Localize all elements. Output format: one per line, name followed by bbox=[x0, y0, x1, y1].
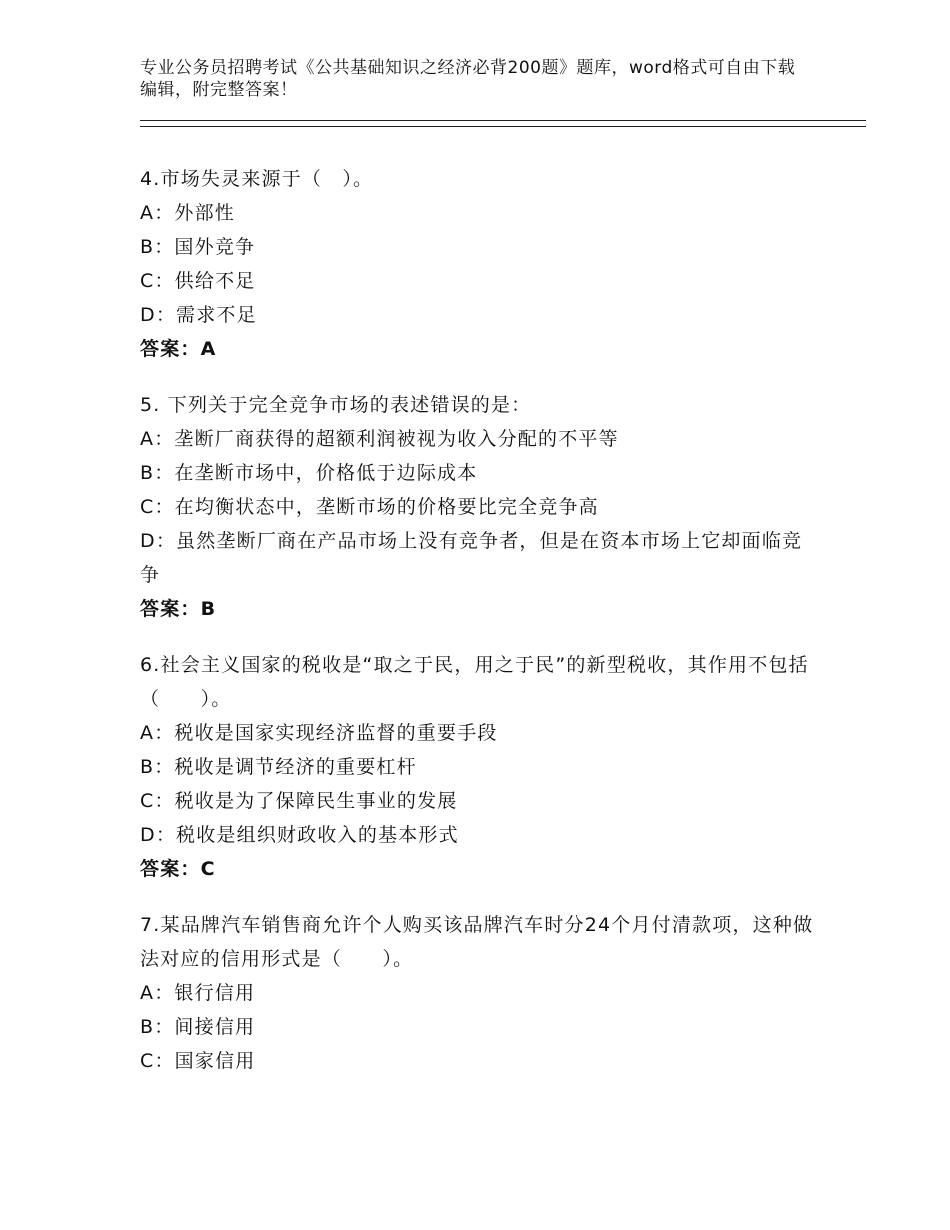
question-list bbox=[140, 162, 820, 1100]
option-a: A：税收是国家实现经济监督的重要手段 bbox=[140, 722, 498, 744]
option-b: B：间接信用 bbox=[140, 1016, 256, 1038]
answer: 答案：B bbox=[140, 598, 217, 620]
option-b: B：国外竞争 bbox=[140, 236, 256, 258]
answer: 答案：C bbox=[140, 858, 216, 880]
header-divider bbox=[140, 120, 866, 127]
option-c: C：在均衡状态中，垄断市场的价格要比完全竞争高 bbox=[140, 496, 599, 518]
question-stem: 7.某品牌汽车销售商允许个人购买该品牌汽车时分24个月付清款项，这种做法对应的信用形式是（ ）。 bbox=[140, 914, 814, 970]
option-a: A：银行信用 bbox=[140, 982, 256, 1004]
question-5 bbox=[140, 388, 820, 626]
option-c: C：税收是为了保障民生事业的发展 bbox=[140, 790, 458, 812]
option-a: A：外部性 bbox=[140, 202, 235, 224]
option-c: C：供给不足 bbox=[140, 270, 256, 292]
option-b: B：在垄断市场中，价格低于边际成本 bbox=[140, 462, 478, 484]
document-header: 专业公务员招聘考试《公共基础知识之经济必背200题》题库，word格式可自由下载编辑，附完整答案！ bbox=[140, 58, 796, 100]
option-a: A：垄断厂商获得的超额利润被视为收入分配的不平等 bbox=[140, 428, 619, 450]
option-b: B：税收是调节经济的重要杠杆 bbox=[140, 756, 417, 778]
option-d: D：需求不足 bbox=[140, 304, 257, 326]
question-6 bbox=[140, 648, 820, 886]
option-d: D：虽然垄断厂商在产品市场上没有竞争者，但是在资本市场上它却面临竞争 bbox=[140, 530, 803, 586]
question-stem: 5. 下列关于完全竞争市场的表述错误的是： bbox=[140, 394, 532, 416]
question-stem: 4.市场失灵来源于（ ）。 bbox=[140, 168, 374, 190]
question-7 bbox=[140, 908, 820, 1078]
answer: 答案：A bbox=[140, 338, 217, 360]
option-c: C：国家信用 bbox=[140, 1050, 256, 1072]
question-stem: 6.社会主义国家的税收是“取之于民，用之于民”的新型税收，其作用不包括（ ）。 bbox=[140, 654, 809, 710]
option-d: D：税收是组织财政收入的基本形式 bbox=[140, 824, 459, 846]
question-4 bbox=[140, 162, 820, 366]
